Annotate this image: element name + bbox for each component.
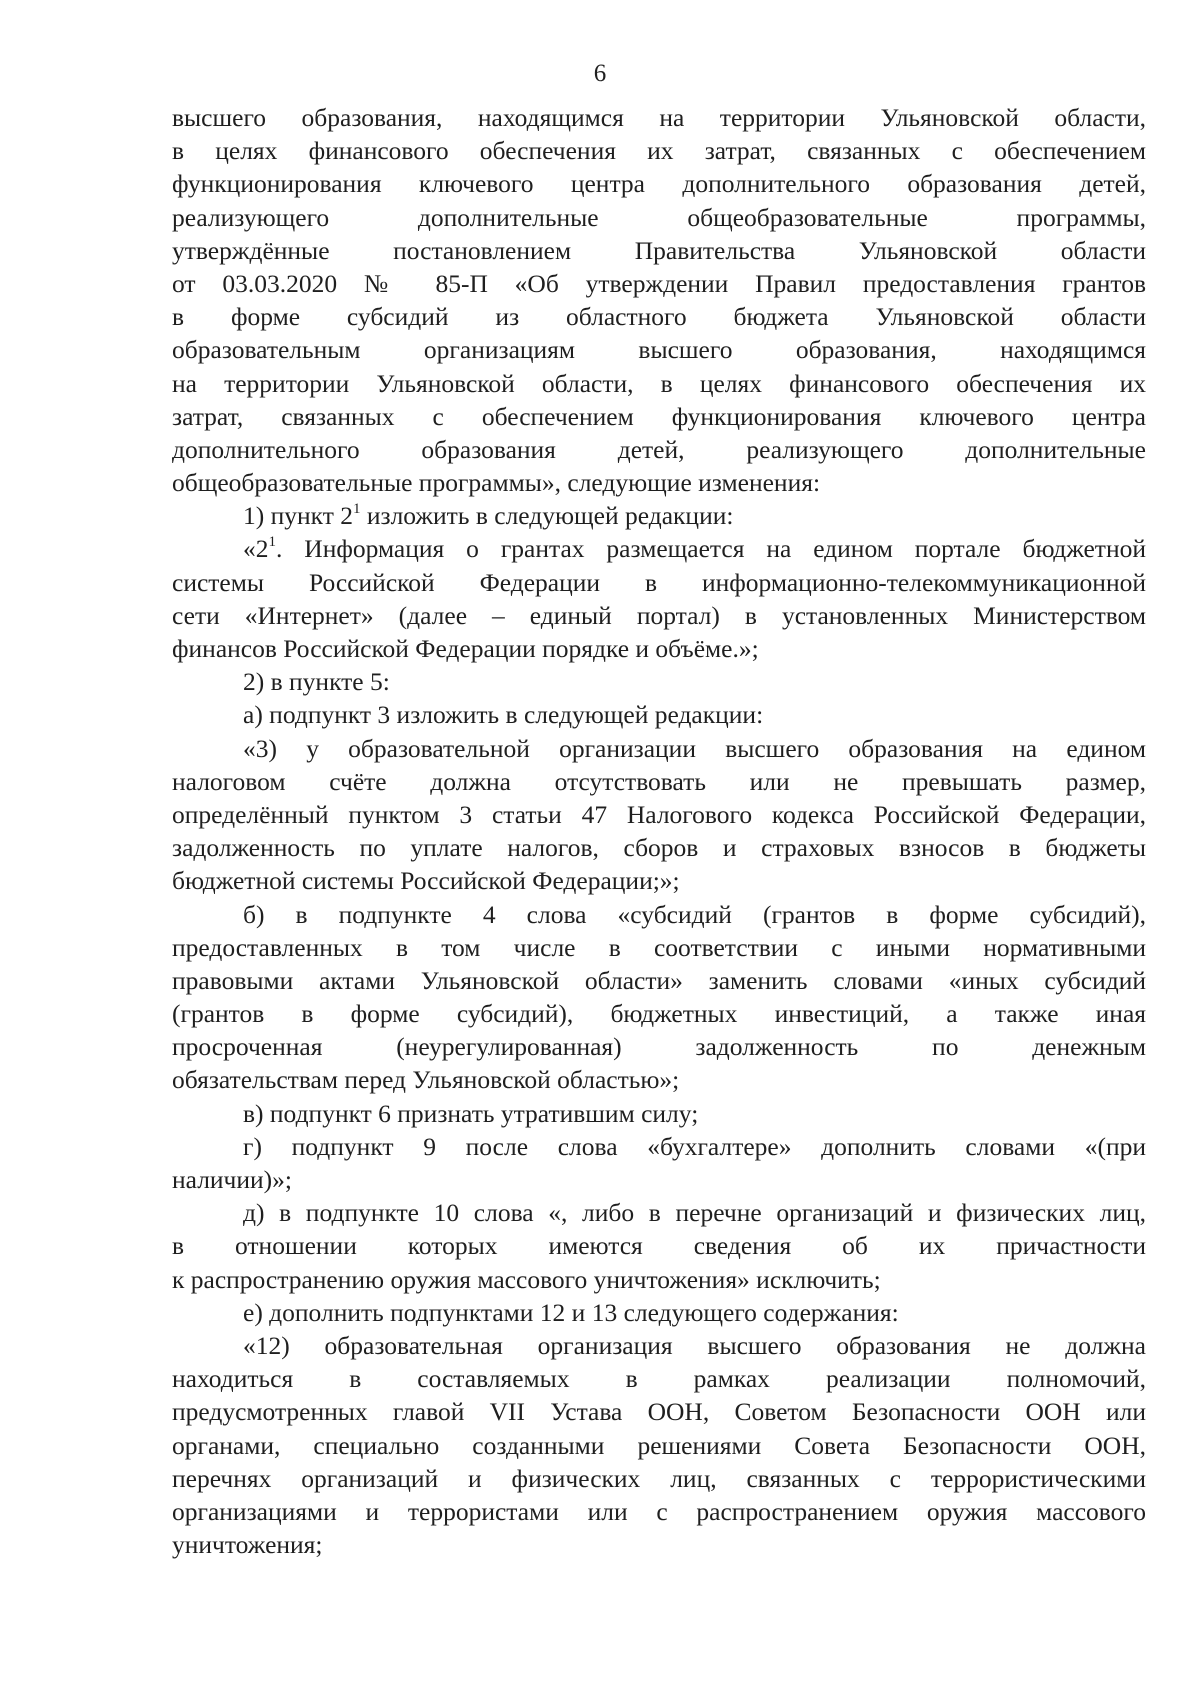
page-number: 6 bbox=[593, 60, 607, 87]
text-line: перечнях организаций и физических лиц, связанных с террористическими bbox=[172, 1463, 1146, 1493]
text-line: г) подпункт 9 после слова «бухгалтере» дополнить словами «(при bbox=[243, 1131, 1146, 1161]
text-line: определённый пунктом 3 статьи 47 Налогового кодекса Российской Федерации, bbox=[172, 799, 1146, 829]
text-line: организациями и террористами или с распространением оружия массового bbox=[172, 1496, 1146, 1526]
text-line: е) дополнить подпунктами 12 и 13 следующего содержания: bbox=[243, 1297, 899, 1327]
text-line: просроченная (неурегулированная) задолженность по денежным bbox=[172, 1032, 1146, 1062]
text-line: общеобразовательные программы», следующие изменения: bbox=[172, 468, 821, 498]
text-line: утверждённые постановлением Правительства Ульяновской области bbox=[172, 235, 1146, 265]
superscript: 1 bbox=[352, 501, 361, 518]
text-line: высшего образования, находящимся на территории Ульяновской области, bbox=[172, 103, 1146, 132]
text-line: задолженность по уплате налогов, сборов и страховых взносов в бюджеты bbox=[172, 833, 1146, 863]
text-line: органами, специально созданными решениями Совета Безопасности ООН, bbox=[172, 1430, 1146, 1460]
text-line: (грантов в форме субсидий), бюджетных инвестиций, а также иная bbox=[172, 999, 1146, 1029]
text-line: предусмотренных главой VII Устава ООН, Советом Безопасности ООН или bbox=[172, 1397, 1146, 1427]
text-line: реализующего дополнительные общеобразовательные программы, bbox=[172, 202, 1146, 232]
text-line: дополнительного образования детей, реализующего дополнительные bbox=[172, 434, 1146, 464]
text-line: функционирования ключевого центра дополнительного образования детей, bbox=[172, 169, 1146, 199]
text-line: в форме субсидий из областного бюджета Ульяновской области bbox=[172, 302, 1146, 332]
text-line: к распространению оружия массового уничтожения» исключить; bbox=[172, 1264, 881, 1294]
superscript: 1 bbox=[268, 534, 276, 551]
text-line: б) в подпункте 4 слова «субсидий (грантов в форме субсидий), bbox=[243, 899, 1146, 929]
text-line: 1) пункт $2^1$ изложить в следующей редакции: bbox=[243, 501, 734, 531]
text-line: «$2^1$. Информация о грантах размещается на едином портале бюджетной bbox=[243, 534, 1146, 564]
text-line: находиться в составляемых в рамках реализации полномочий, bbox=[172, 1364, 1146, 1394]
text-line: от 03.03.2020 № 85-П «Об утверждении Правил предоставления грантов bbox=[172, 268, 1146, 298]
text-line: системы Российской Федерации в информационно-телекоммуникационной bbox=[172, 567, 1146, 597]
text-line: 2) в пункте 5: bbox=[243, 667, 390, 697]
text-line: «12) образовательная организация высшего образования не должна bbox=[243, 1330, 1146, 1360]
text-line: обязательствам перед Ульяновской областью»; bbox=[172, 1065, 680, 1095]
text-line: финансов Российской Федерации порядке и объёме.»; bbox=[172, 634, 759, 663]
text-line: в отношении которых имеются сведения об их причастности bbox=[172, 1231, 1146, 1261]
document-body bbox=[172, 101, 1146, 1561]
text-line: правовыми актами Ульяновской области» заменить словами «иных субсидий bbox=[172, 965, 1146, 995]
text-line: сети «Интернет» (далее – единый портал) в установленных Министерством bbox=[172, 600, 1146, 630]
text-line: д) в подпункте 10 слова «, либо в перечне организаций и физических лиц, bbox=[243, 1198, 1146, 1228]
text-line: на территории Ульяновской области, в целях финансового обеспечения их bbox=[172, 368, 1146, 398]
text-line: наличии)»; bbox=[172, 1165, 293, 1194]
text-line: а) подпункт 3 изложить в следующей редакции: bbox=[243, 700, 764, 730]
text-line: «3) у образовательной организации высшего образования на едином bbox=[243, 733, 1146, 763]
text-line: уничтожения; bbox=[172, 1530, 323, 1560]
text-line: затрат, связанных с обеспечением функционирования ключевого центра bbox=[172, 401, 1146, 431]
text-line: в) подпункт 6 признать утратившим силу; bbox=[243, 1098, 699, 1128]
text-line: в целях финансового обеспечения их затрат, связанных с обеспечением bbox=[172, 136, 1146, 166]
text-line: бюджетной системы Российской Федерации;»; bbox=[172, 866, 680, 896]
text-line: предоставленных в том числе в соответствии с иными нормативными bbox=[172, 932, 1146, 962]
text-line: налоговом счёте должна отсутствовать или не превышать размер, bbox=[172, 766, 1146, 796]
text-line: образовательным организациям высшего образования, находящимся bbox=[172, 335, 1146, 365]
